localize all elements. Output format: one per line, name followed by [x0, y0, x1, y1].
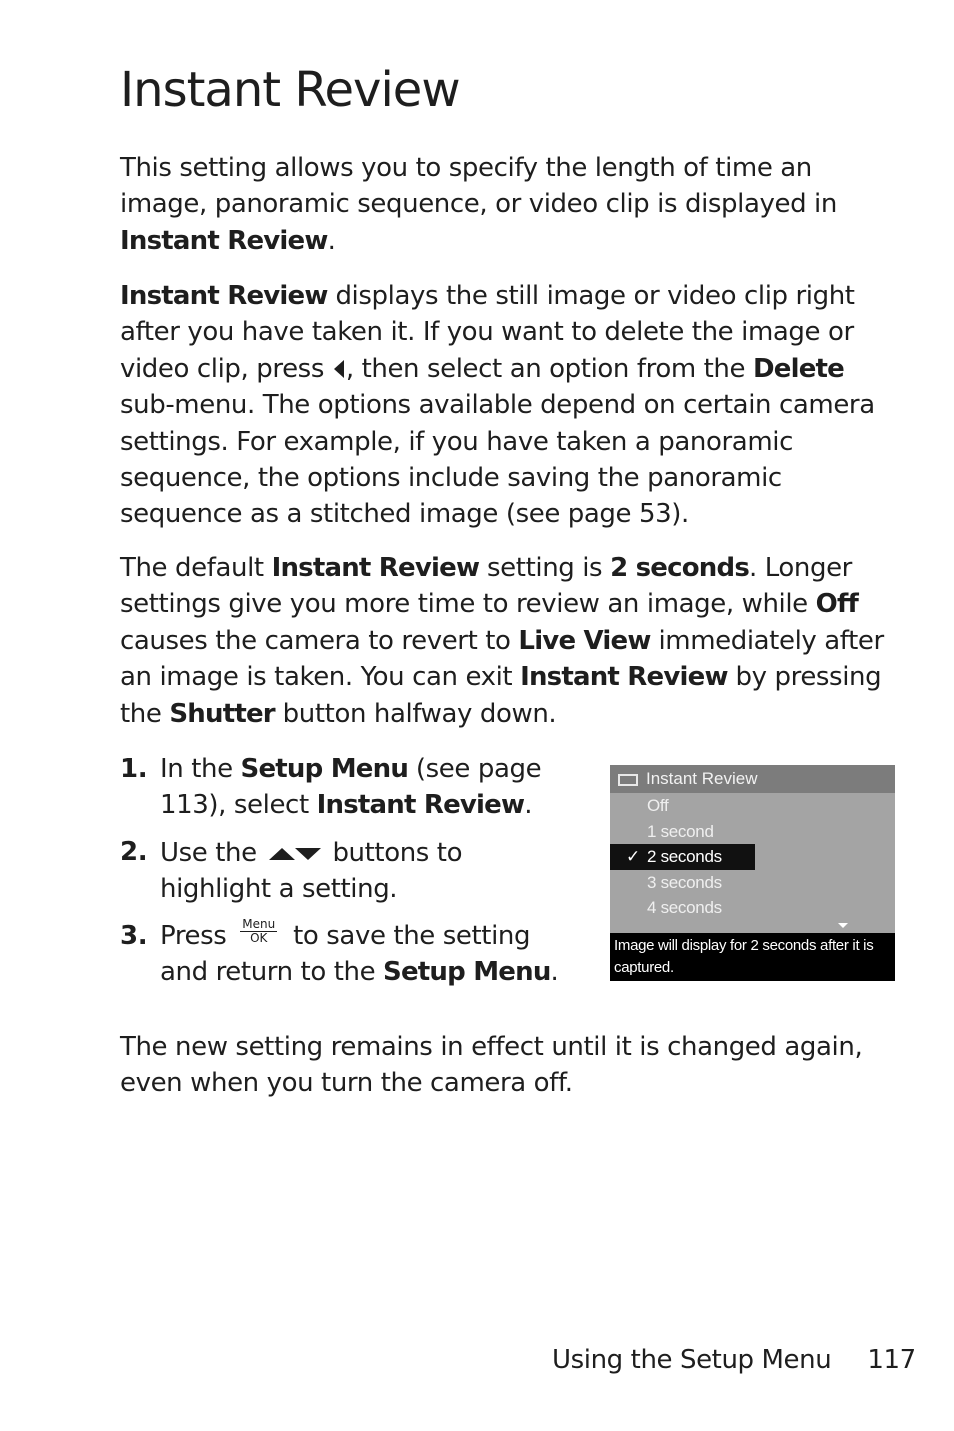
default-setting-paragraph: The default Instant Review setting is 2 seconds. Longer settings give you more time to review an image, while Off causes the camera to revert to Live View immediately after an image is taken. You can exit Instant Review by pressing the Shutter button halfway down. — [120, 553, 884, 729]
checkmark-icon: ✓ — [626, 847, 640, 866]
scroll-down-icon — [838, 923, 848, 928]
option-3-seconds[interactable]: 3 seconds — [647, 872, 722, 892]
option-2-seconds[interactable]: ✓ 2 seconds — [610, 844, 755, 870]
step-1: 1. In the Setup Menu (see page 113), select Instant Review. — [120, 754, 542, 821]
menu-ok-button-icon: Menu OK — [242, 916, 276, 945]
option-list — [610, 793, 895, 921]
camera-screen — [610, 765, 895, 981]
display-icon — [618, 774, 638, 786]
step-2: 2. Use the buttons to highlight a setting. — [120, 834, 580, 908]
up-down-arrows-icon — [269, 834, 321, 870]
screen-status-text: Image will display for 2 seconds after it is captured. — [610, 933, 895, 981]
page-number: 117 — [867, 1345, 916, 1375]
steps-list — [120, 751, 580, 1000]
step-3: 3. Press Menu OK to save the setting and return to the Setup Menu. — [120, 916, 559, 988]
page-footer — [552, 1345, 916, 1375]
option-off[interactable]: Off — [647, 796, 669, 815]
left-arrow-icon — [334, 360, 344, 378]
page-title: Instant Review — [120, 62, 460, 118]
closing-paragraph: The new setting remains in effect until it is changed again, even when you turn the camera off. — [120, 1032, 863, 1099]
intro-paragraph: This setting allows you to specify the length of time an image, panoramic sequence, or video clip is displayed in Instant Review. — [120, 153, 837, 256]
screen-title-bar: Instant Review — [610, 765, 895, 793]
option-4-seconds[interactable]: 4 seconds — [647, 898, 722, 917]
option-1-second[interactable]: 1 second — [647, 821, 714, 841]
footer-section: Using the Setup Menu — [552, 1345, 832, 1375]
description-paragraph: Instant Review displays the still image or video clip right after you have taken it. If you want to delete the image or video clip, press , then select an option from the Delete sub-menu. The options available depend on certain camera settings. For example, if you have taken a panoramic sequence, the options include saving the panoramic sequence as a stitched image (see page 53). — [120, 281, 875, 530]
